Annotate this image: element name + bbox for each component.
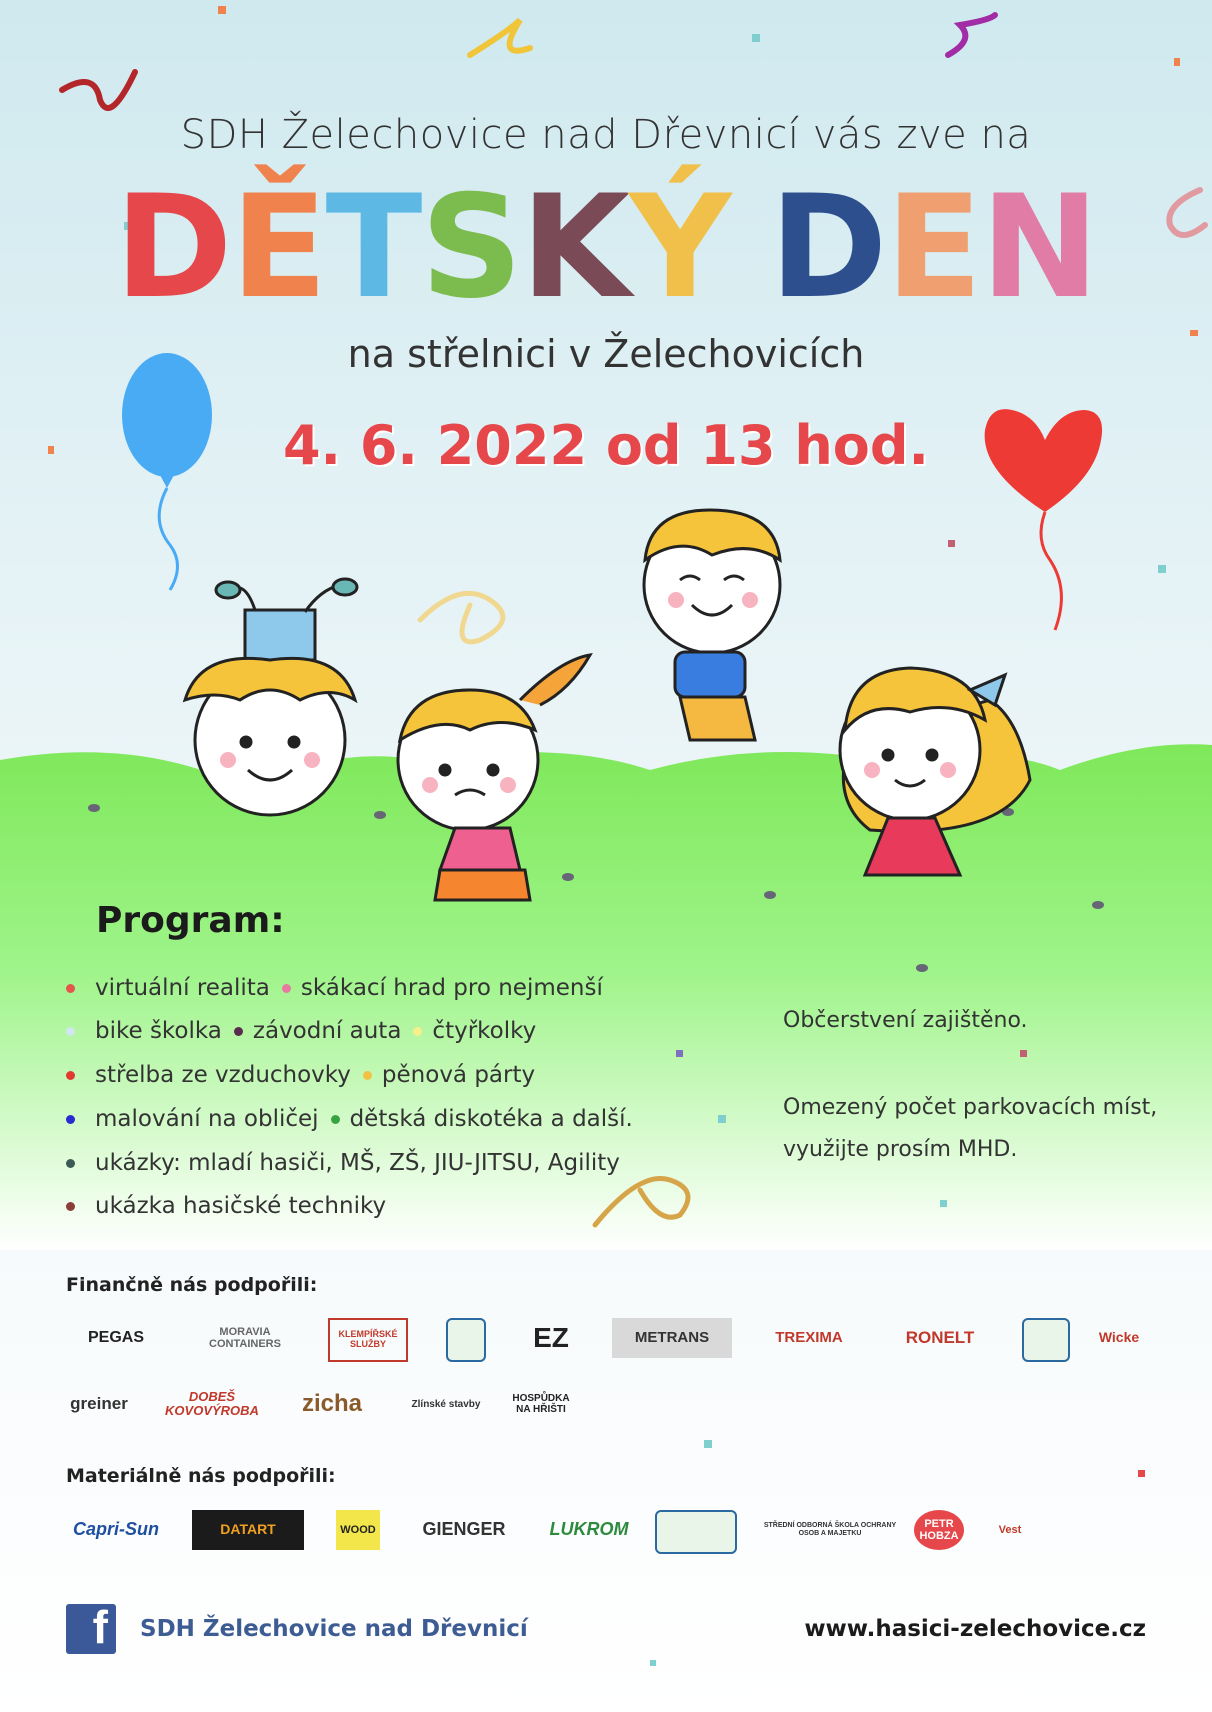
program-item: závodní auta (252, 1018, 402, 1044)
bullet-dot (66, 984, 75, 993)
sponsor-logo: STŘEDNÍ ODBORNÁ ŠKOLA OCHRANY OSOB A MAJETKU (763, 1522, 897, 1537)
sponsor-logo: KLEMPÍŘSKÉ SLUŽBY (328, 1318, 408, 1362)
title-letter: Ý (628, 165, 730, 330)
sponsor-logo: METRANS (612, 1318, 732, 1358)
title-letter (730, 168, 770, 328)
emblem-logo (1022, 1318, 1070, 1362)
sponsor-logo: PEGAS (87, 1329, 144, 1347)
title-letter: S (420, 165, 521, 330)
parking-text-1: Omezený počet parkovacích míst, (783, 1095, 1158, 1120)
program-item: střelba ze vzduchovky (95, 1062, 351, 1088)
sponsor-logo: TREXIMA (775, 1328, 843, 1346)
sponsor-logo: zicha (301, 1389, 363, 1417)
sponsor-logo: WOOD (336, 1510, 380, 1550)
footer-organization-link[interactable]: SDH Želechovice nad Dřevnicí (140, 1616, 528, 1642)
program-line (66, 1150, 620, 1176)
program-line (66, 1018, 536, 1044)
title-letter: D (114, 165, 231, 330)
title-letter: N (980, 165, 1098, 330)
sponsor-logo: EZ (533, 1321, 569, 1353)
bullet-dot (66, 1071, 75, 1080)
bullet-dot (282, 984, 291, 993)
refreshments-text: Občerstvení zajištěno. (783, 1008, 1028, 1033)
invite-text: SDH Želechovice nad Dřevnicí vás zve na (180, 112, 1032, 158)
program-item: virtuální realita (95, 975, 270, 1001)
sponsor-logo: Capri-Sun (72, 1519, 159, 1540)
event-date: 4. 6. 2022 od 13 hod. (282, 414, 930, 477)
emblem-logo (446, 1318, 486, 1362)
bullet-dot (234, 1027, 243, 1036)
sponsor-logo: DOBEŠ KOVOVÝROBA (165, 1388, 259, 1418)
program-item: ukázky: mladí hasiči, MŠ, ZŠ, JIU-JITSU, Agility (95, 1150, 620, 1176)
program-item: čtyřkolky (432, 1018, 537, 1044)
sponsor-logo: MORAVIA CONTAINERS (209, 1325, 281, 1350)
bullet-dot (66, 1202, 75, 1211)
title-letter: D (769, 165, 886, 330)
program-item: ukázka hasičské techniky (95, 1193, 387, 1219)
bullet-dot (413, 1027, 422, 1036)
title-letter: T (325, 165, 421, 330)
bullet-dot (66, 1159, 75, 1168)
sponsor-logo: GIENGER (422, 1519, 506, 1540)
sponsor-logo: PETR HOBZA (914, 1510, 964, 1550)
bullet-dot (363, 1071, 372, 1080)
kid-handstand (185, 579, 357, 815)
program-item: bike školka (95, 1018, 222, 1044)
sponsor-logo: greiner (70, 1393, 128, 1413)
program-line (66, 1193, 386, 1219)
program-item: skákací hrad pro nejmenší (300, 975, 603, 1001)
title-letter: Ě (230, 165, 326, 330)
sponsor-logo: DATART (192, 1510, 304, 1550)
financial-sponsors-label: Finančně nás podpořili: (66, 1274, 318, 1296)
program-line (66, 1106, 633, 1132)
program-item: dětská diskotéka a další. (349, 1106, 633, 1132)
bullet-dot (331, 1115, 340, 1124)
sponsor-logo: RONELT (905, 1327, 975, 1347)
sponsor-logo: Vest (998, 1523, 1022, 1536)
sponsor-logo: HOSPŮDKA NA HŘIŠTI (512, 1393, 570, 1415)
material-sponsors-label: Materiálně nás podpořili: (66, 1465, 336, 1487)
program-line (66, 1062, 535, 1088)
parking-text-2: využijte prosím MHD. (783, 1137, 1018, 1162)
venue-text: na střelnici v Želechovicích (347, 332, 865, 376)
title-letter: E (885, 165, 981, 330)
program-title: Program: (96, 900, 285, 941)
bullet-dot (66, 1115, 75, 1124)
footer-website-link[interactable]: www.hasici-zelechovice.cz (804, 1616, 1146, 1642)
sponsor-logo: Zlínské stavby (411, 1398, 481, 1410)
title-letter: K (520, 165, 629, 330)
emblem-logo (655, 1510, 737, 1554)
sponsor-logo: Wicke (1098, 1329, 1140, 1346)
kid-jumping (644, 510, 780, 740)
program-item: pěnová párty (381, 1062, 536, 1088)
event-title (0, 165, 1212, 330)
program-item: malování na obličej (95, 1106, 319, 1132)
sponsor-logo: LUKROM (549, 1519, 629, 1540)
bullet-dot (66, 1027, 75, 1036)
program-line (66, 975, 603, 1001)
facebook-icon[interactable]: f (66, 1604, 116, 1654)
